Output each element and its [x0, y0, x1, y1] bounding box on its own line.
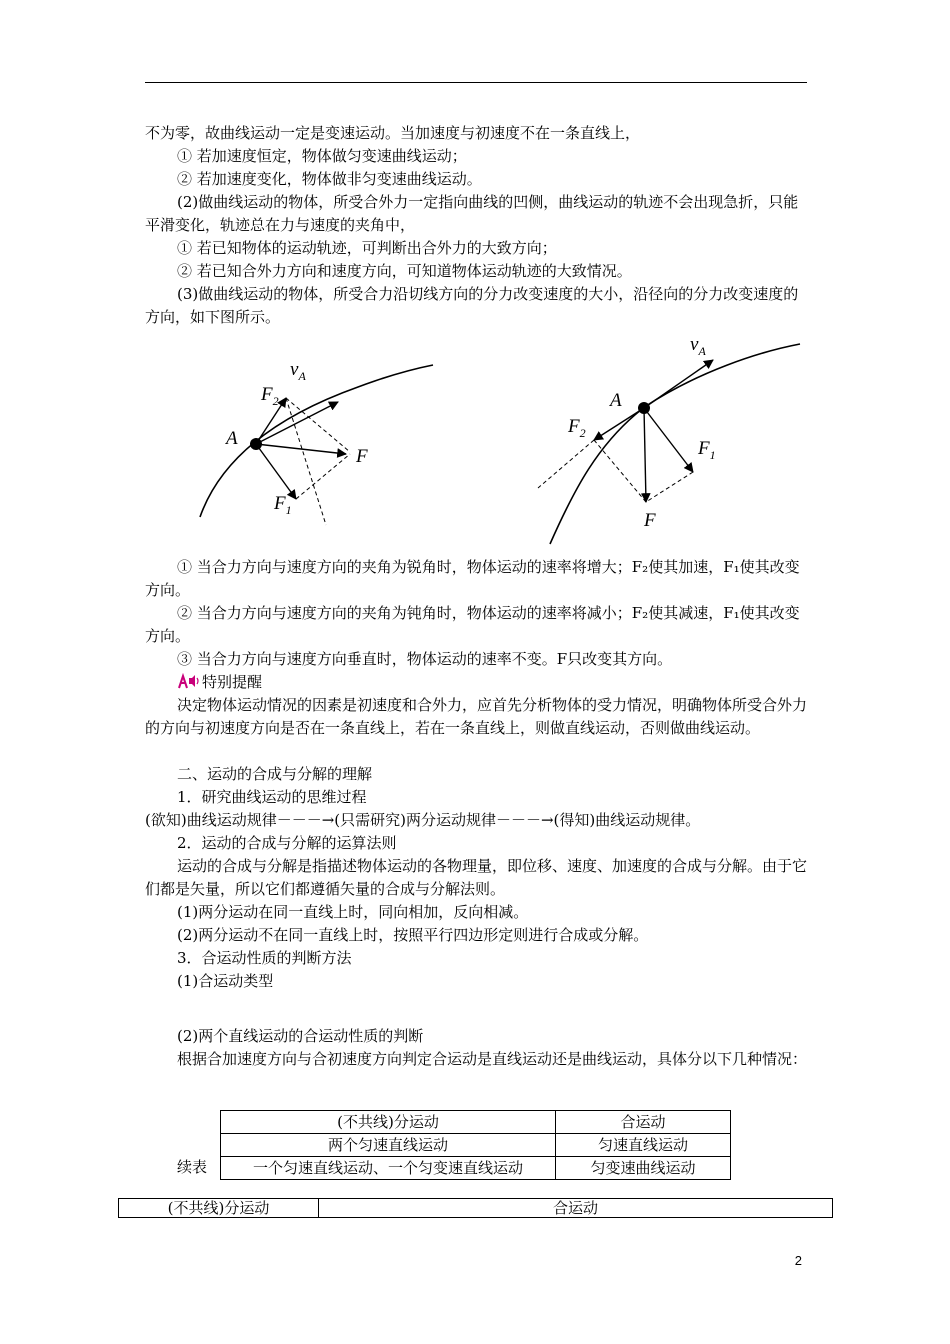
- label-va: $v_A$: [690, 334, 706, 358]
- paragraph: ② 当合力方向与速度方向的夹角为钝角时，物体运动的速率将减小；F₂使其减速，F₁使其改变方向。: [145, 604, 800, 645]
- list-item: ② 若已知合外力方向和速度方向，可知道物体运动轨迹的大致情况。: [177, 262, 632, 280]
- paragraph: 运动的合成与分解是指描述物体运动的各物理量，即位移、速度、加速度的合成与分解。由于它们都是矢量，所以它们都遵循矢量的合成与分解法则。: [145, 857, 808, 898]
- table-cell: 两个匀速直线运动: [221, 1134, 556, 1157]
- point-a: [250, 438, 262, 450]
- list-item: (2)两个直线运动的合运动性质的判断: [177, 1027, 424, 1045]
- paragraph: ① 当合力方向与速度方向的夹角为锐角时，物体运动的速率将增大；F₂使其加速，F₁使其改变方向。: [145, 558, 800, 599]
- paragraph: (2)做曲线运动的物体，所受合外力一定指向曲线的凹侧，曲线运动的轨迹不会出现急折，只能平滑变化，轨迹总在力与速度的夹角中，: [145, 193, 799, 234]
- label-f: F: [644, 510, 656, 531]
- f2-arrow: [594, 408, 644, 440]
- right-diagram: [538, 334, 800, 544]
- tip-title: 特别提醒: [202, 673, 263, 691]
- label-f2: $F_2$: [261, 384, 279, 408]
- label-f: F: [356, 446, 368, 467]
- label-va: $v_A$: [290, 359, 306, 383]
- subheading: 1．研究曲线运动的思维过程: [177, 788, 367, 806]
- table-cell: 匀变速曲线运动: [556, 1157, 731, 1180]
- paragraph: (3)做曲线运动的物体，所受合力沿切线方向的分力改变速度的大小，沿径向的分力改变速度的方向，如下图所示。: [145, 285, 799, 326]
- label-a: A: [610, 390, 622, 411]
- left-diagram: [200, 359, 433, 525]
- f1-arrow: [644, 408, 693, 472]
- subheading: 2．运动的合成与分解的运算法则: [177, 834, 397, 852]
- subheading: 3．合运动性质的判断方法: [177, 949, 352, 967]
- velocity-arrow: [644, 360, 713, 408]
- table-row: [221, 1157, 731, 1180]
- table-cell: 一个匀速直线运动、一个匀变速直线运动: [221, 1157, 556, 1180]
- table-header: 合运动: [319, 1199, 833, 1218]
- page-number: 2: [794, 1253, 802, 1268]
- list-item: ① 若已知物体的运动轨迹，可判断出合外力的大致方向；: [177, 239, 557, 257]
- table-row: [221, 1134, 731, 1157]
- paragraph: 决定物体运动情况的因素是初速度和合外力，应首先分析物体的受力情况，明确物体所受合外力的方向与初速度方向是否在一条直线上，若在一条直线上，则做直线运动，否则做曲线运动。: [145, 696, 808, 737]
- list-item: ③ 当合力方向与速度方向垂直时，物体运动的速率不变。F只改变其方向。: [177, 650, 673, 668]
- paragraph: 根据合加速度方向与合初速度方向判定合运动是直线运动还是曲线运动，具体分以下几种情况：: [177, 1050, 808, 1068]
- speaker-icon: [177, 673, 199, 689]
- text-line: 不为零，故曲线运动一定是变速运动。当加速度与初速度不在一条直线上，: [145, 124, 641, 142]
- table-header: (不共线)分运动: [221, 1111, 556, 1134]
- f-arrow: [644, 408, 646, 502]
- continued-label: 续表: [177, 1158, 208, 1176]
- label-f2: $F_2$: [568, 416, 586, 440]
- table-header: 合运动: [556, 1111, 731, 1134]
- list-item: (2)两分运动不在同一直线上时，按照平行四边形定则进行合成或分解。: [177, 926, 649, 944]
- header-rule: [145, 82, 807, 83]
- table-header-row: [119, 1199, 833, 1218]
- continued-table: [118, 1198, 833, 1218]
- point-a: [638, 402, 650, 414]
- label-f1: $F_1$: [274, 493, 292, 517]
- list-item: ② 若加速度变化，物体做非匀变速曲线运动。: [177, 170, 482, 188]
- list-item: ① 若加速度恒定，物体做匀变速曲线运动；: [177, 147, 467, 165]
- table-header: (不共线)分运动: [119, 1199, 319, 1218]
- list-item: (1)两分运动在同一直线上时，同向相加，反向相减。: [177, 903, 529, 921]
- force-diagram: [178, 322, 810, 552]
- section-heading: 二、运动的合成与分解的理解: [177, 765, 373, 783]
- table-cell: 匀速直线运动: [556, 1134, 731, 1157]
- trajectory-curve: [550, 344, 800, 544]
- tip-heading: [177, 671, 262, 694]
- flow-text: (欲知)曲线运动规律－－－→(只需研究)两分运动规律－－－→(得知)曲线运动规律。: [145, 811, 701, 829]
- label-f1: $F_1$: [698, 438, 716, 462]
- list-item: (1)合运动类型: [177, 972, 274, 990]
- f1-arrow: [256, 444, 296, 499]
- motion-table: [220, 1110, 731, 1180]
- label-a: A: [226, 428, 238, 449]
- table-header-row: [221, 1111, 731, 1134]
- velocity-arrow: [256, 402, 338, 444]
